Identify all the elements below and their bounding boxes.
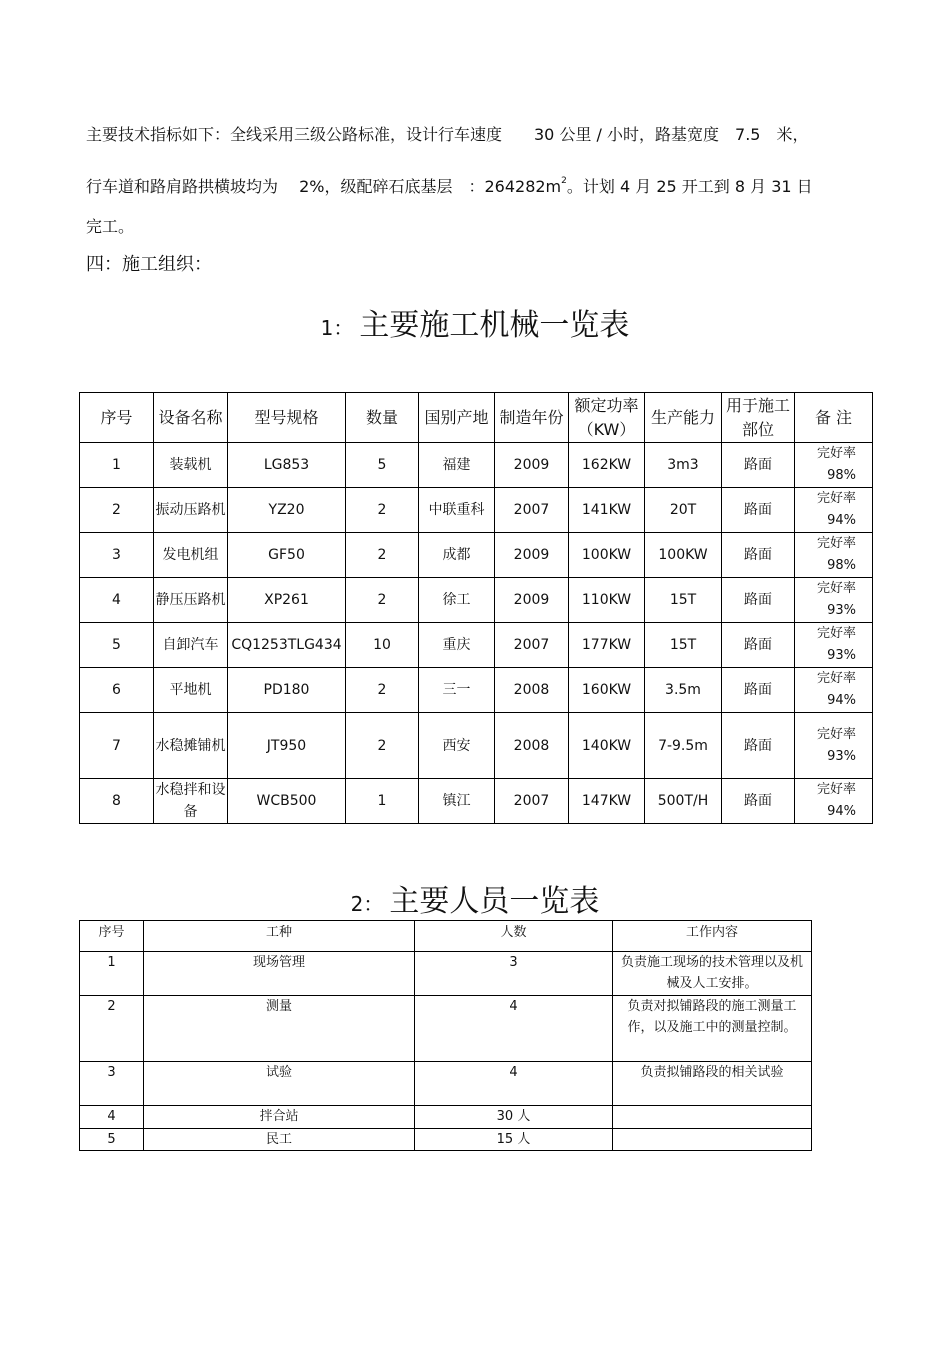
machines-header-row — [80, 393, 873, 443]
table1-header-cell: 数量 — [346, 393, 419, 443]
area-unit-superscript: 2 — [561, 176, 567, 186]
table1-cell: 7-9.5m — [645, 713, 722, 779]
table2-header-cell: 序号 — [80, 921, 144, 952]
table1-cell: 完好率98% — [795, 443, 873, 488]
table-row — [80, 713, 873, 779]
table1-cell: 160KW — [569, 668, 645, 713]
table-row — [80, 623, 873, 668]
table1-cell: 2 — [346, 578, 419, 623]
staff-table — [79, 920, 812, 1151]
table1-header-cell: 序号 — [80, 393, 154, 443]
table-row — [80, 578, 873, 623]
table1-cell: 141KW — [569, 488, 645, 533]
table1-header-cell: 备 注 — [795, 393, 873, 443]
table2-cell: 民工 — [144, 1129, 415, 1151]
table-row — [80, 1062, 812, 1106]
table1-cell: 100KW — [569, 533, 645, 578]
table2-cell: 30 人 — [415, 1106, 613, 1129]
table1-cell: 2009 — [495, 533, 569, 578]
table1-header-cell: 额定功率（KW） — [569, 393, 645, 443]
table2-title — [0, 876, 950, 920]
table1-cell: 2 — [80, 488, 154, 533]
table1-cell: 6 — [80, 668, 154, 713]
intro-line-3: 完工。 — [86, 217, 135, 236]
table2-cell: 1 — [80, 952, 144, 996]
table1-cell: 完好率93% — [795, 578, 873, 623]
table1-cell: 自卸汽车 — [154, 623, 228, 668]
intro-line-2-pre: 行车道和路肩路拱横坡均为 2%，级配碎石底基层 ：264282m — [86, 177, 562, 196]
table2-cell: 4 — [415, 1062, 613, 1106]
table-row — [80, 533, 873, 578]
machines-table — [79, 392, 873, 824]
table2-cell: 3 — [80, 1062, 144, 1106]
table1-cell: 1 — [80, 443, 154, 488]
table2-cell: 测量 — [144, 996, 415, 1062]
table1-cell: 完好率98% — [795, 533, 873, 578]
table-row — [80, 488, 873, 533]
table2-cell — [613, 1106, 812, 1129]
table2-cell: 2 — [80, 996, 144, 1062]
table1-cell: 140KW — [569, 713, 645, 779]
table2-cell — [613, 1129, 812, 1151]
table1-cell: 15T — [645, 623, 722, 668]
table1-cell: 2 — [346, 488, 419, 533]
table2-title-num: 2： — [350, 892, 384, 916]
table1-cell: 5 — [80, 623, 154, 668]
table1-header-cell: 用于施工部位 — [722, 393, 795, 443]
table1-cell: 2 — [346, 713, 419, 779]
table1-cell: 2007 — [495, 488, 569, 533]
table1-cell: 路面 — [722, 443, 795, 488]
table1-cell: 5 — [346, 443, 419, 488]
table2-header-cell: 工作内容 — [613, 921, 812, 952]
table1-cell: 三一 — [419, 668, 495, 713]
table-row — [80, 1129, 812, 1151]
table-row — [80, 952, 812, 996]
table1-cell: GF50 — [228, 533, 346, 578]
table2-cell: 负责对拟铺路段的施工测量工作，以及施工中的测量控制。 — [613, 996, 812, 1062]
table1-cell: 162KW — [569, 443, 645, 488]
table1-cell: 成都 — [419, 533, 495, 578]
section-heading: 四：施工组织： — [86, 254, 212, 275]
table1-cell: LG853 — [228, 443, 346, 488]
table1-cell: JT950 — [228, 713, 346, 779]
table1-cell: 177KW — [569, 623, 645, 668]
table-row — [80, 1106, 812, 1129]
table2-cell: 3 — [415, 952, 613, 996]
intro-line-2 — [86, 158, 876, 210]
table1-cell: 4 — [80, 578, 154, 623]
table2-cell: 15 人 — [415, 1129, 613, 1151]
table1-cell: 静压压路机 — [154, 578, 228, 623]
table1-cell: 2 — [346, 533, 419, 578]
table2-cell: 4 — [415, 996, 613, 1062]
table1-cell: 路面 — [722, 623, 795, 668]
table1-header-cell: 制造年份 — [495, 393, 569, 443]
table1-cell: 3 — [80, 533, 154, 578]
table1-cell: 15T — [645, 578, 722, 623]
table1-title — [0, 300, 950, 344]
table1-cell: 振动压路机 — [154, 488, 228, 533]
table1-cell: WCB500 — [228, 779, 346, 824]
table-row — [80, 779, 873, 824]
table1-cell: 完好率94% — [795, 779, 873, 824]
table1-cell: 平地机 — [154, 668, 228, 713]
table1-cell: 完好率94% — [795, 668, 873, 713]
table-row — [80, 668, 873, 713]
table1-cell: 完好率93% — [795, 623, 873, 668]
table1-cell: PD180 — [228, 668, 346, 713]
table2-cell: 试验 — [144, 1062, 415, 1106]
table1-cell: 500T/H — [645, 779, 722, 824]
table1-cell: 西安 — [419, 713, 495, 779]
table2-cell: 4 — [80, 1106, 144, 1129]
table1-cell: 福建 — [419, 443, 495, 488]
table1-cell: 路面 — [722, 488, 795, 533]
intro-line-1: 主要技术指标如下：全线采用三级公路标准，设计行车速度 30 公里 / 小时，路基宽度 7.5 米， — [86, 125, 809, 144]
table2-cell: 负责施工现场的技术管理以及机械及人工安排。 — [613, 952, 812, 996]
table1-header-cell: 生产能力 — [645, 393, 722, 443]
table1-cell: 路面 — [722, 578, 795, 623]
table1-title-text: 主要施工机械一览表 — [359, 308, 630, 343]
table2-cell: 现场管理 — [144, 952, 415, 996]
table1-cell: 8 — [80, 779, 154, 824]
table1-cell: 路面 — [722, 713, 795, 779]
table1-cell: 2009 — [495, 578, 569, 623]
table1-cell: 装载机 — [154, 443, 228, 488]
table1-header-cell: 国别产地 — [419, 393, 495, 443]
table1-cell: XP261 — [228, 578, 346, 623]
table1-cell: 147KW — [569, 779, 645, 824]
table1-cell: 路面 — [722, 668, 795, 713]
table1-cell: 7 — [80, 713, 154, 779]
table-row — [80, 443, 873, 488]
table1-cell: 3.5m — [645, 668, 722, 713]
table1-cell: 徐工 — [419, 578, 495, 623]
table2-cell: 5 — [80, 1129, 144, 1151]
table1-cell: 完好率94% — [795, 488, 873, 533]
table1-cell: 完好率93% — [795, 713, 873, 779]
table1-cell: 中联重科 — [419, 488, 495, 533]
staff-header-row — [80, 921, 812, 952]
table1-cell: CQ1253TLG434 — [228, 623, 346, 668]
table2-cell: 拌合站 — [144, 1106, 415, 1129]
table1-cell: 20T — [645, 488, 722, 533]
table1-cell: 2008 — [495, 668, 569, 713]
table1-cell: 路面 — [722, 779, 795, 824]
table1-cell: 发电机组 — [154, 533, 228, 578]
table1-cell: 1 — [346, 779, 419, 824]
table2-title-text: 主要人员一览表 — [389, 884, 600, 919]
table2-header-cell: 工种 — [144, 921, 415, 952]
table1-cell: 水稳摊铺机 — [154, 713, 228, 779]
table1-cell: 3m3 — [645, 443, 722, 488]
table1-header-cell: 设备名称 — [154, 393, 228, 443]
table1-cell: YZ20 — [228, 488, 346, 533]
table1-cell: 100KW — [645, 533, 722, 578]
table1-header-cell: 型号规格 — [228, 393, 346, 443]
table1-cell: 110KW — [569, 578, 645, 623]
table1-cell: 镇江 — [419, 779, 495, 824]
intro-line-2-post: 。计划 4 月 25 开工到 8 月 31 日 — [566, 177, 813, 196]
table1-title-num: 1： — [320, 316, 354, 340]
table1-cell: 水稳拌和设备 — [154, 779, 228, 824]
table1-cell: 2008 — [495, 713, 569, 779]
table1-cell: 重庆 — [419, 623, 495, 668]
table-row — [80, 996, 812, 1062]
table1-cell: 2007 — [495, 779, 569, 824]
table2-header-cell: 人数 — [415, 921, 613, 952]
table1-cell: 10 — [346, 623, 419, 668]
table2-cell: 负责拟铺路段的相关试验 — [613, 1062, 812, 1106]
table1-cell: 2009 — [495, 443, 569, 488]
table1-cell: 2 — [346, 668, 419, 713]
table1-cell: 2007 — [495, 623, 569, 668]
table1-cell: 路面 — [722, 533, 795, 578]
